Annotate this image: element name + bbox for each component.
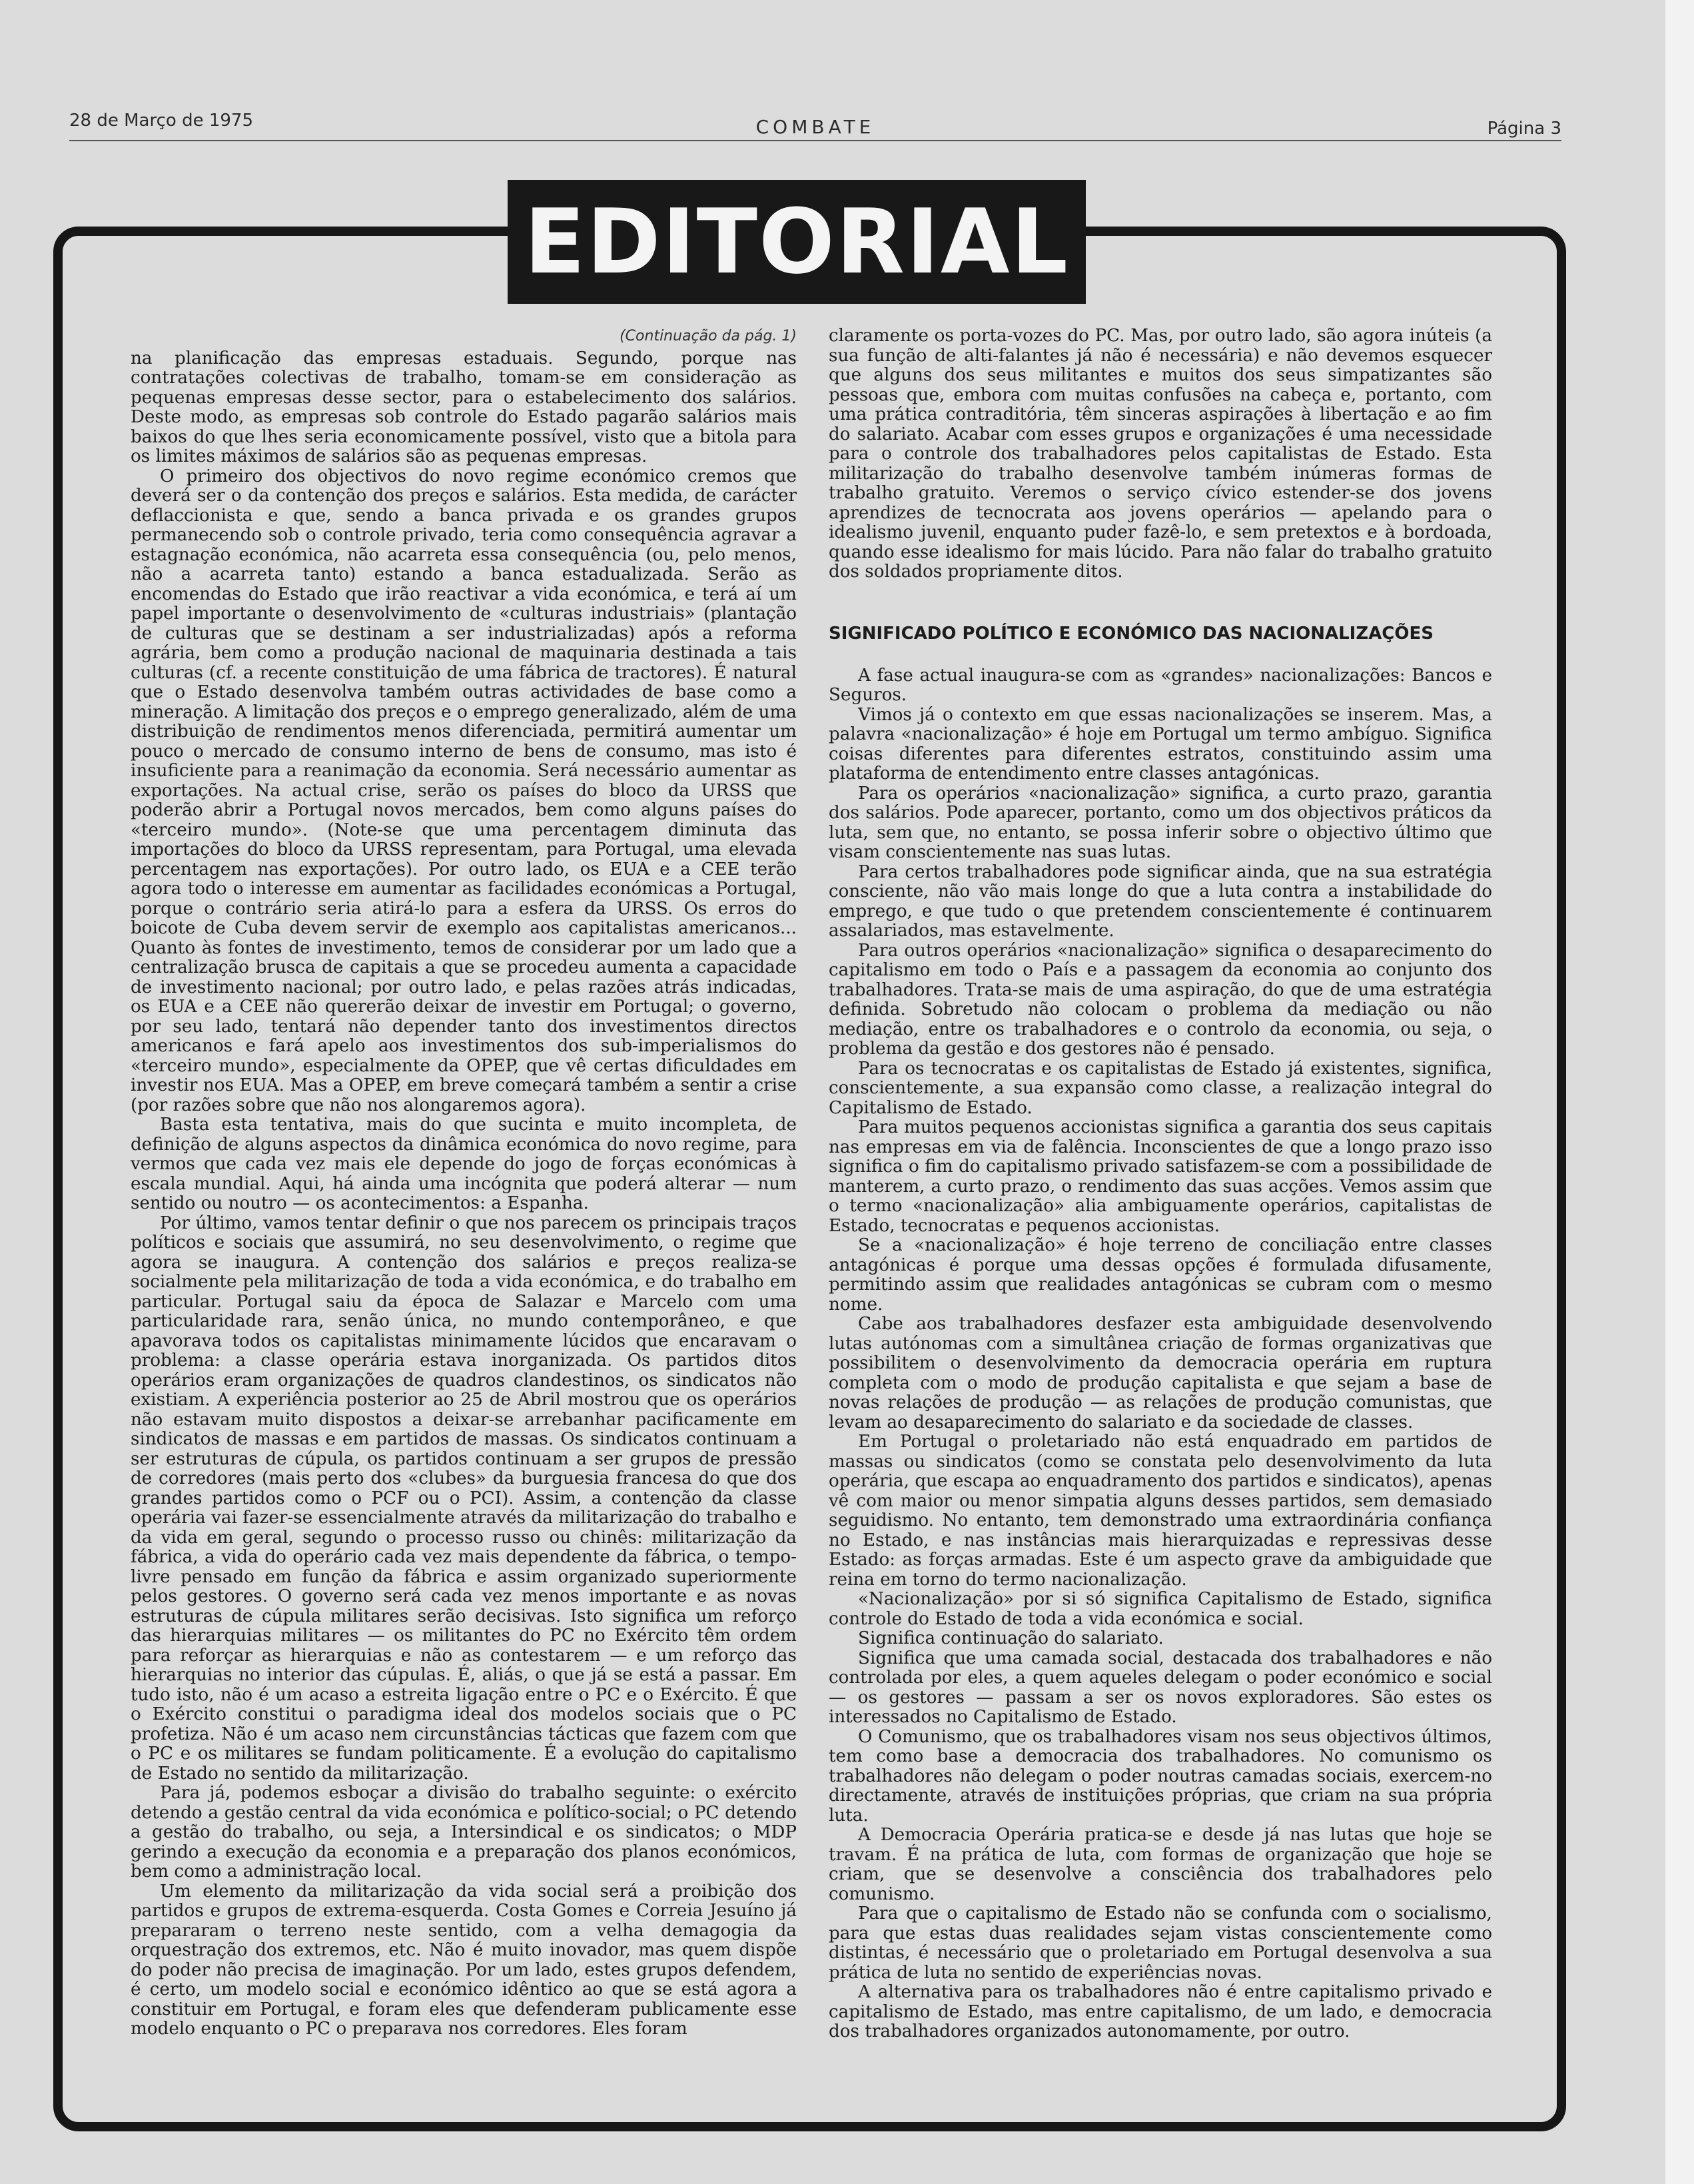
paragraph: claramente os porta-vozes do PC. Mas, por outro lado, são agora inúteis (a sua função de alti-falantes já não é necessária) e não devemos esquecer que alguns dos seus militantes e muitos dos seus simpatizantes são pessoas que, embora com muitas confusões na cabeça e, portanto, com uma prática contraditória, têm sinceras aspirações à libertação e ao fim do salariato. Acabar com esses grupos e organizações é uma necessidade para o controle dos trabalhadores pelos capitalistas de Estado. Esta militarização do trabalho desenvolve também inúmeras formas de trabalho gratuito. Veremos o serviço cívico estender-se dos jovens aprendizes de tecnocrata aos jovens operários — apelando para o idealismo juvenil, enquanto puder fazê-lo, e sem pretextos e à bordoada, quando esse idealismo for mais lúcido. Para não falar do trabalho gratuito dos soldados propriamente ditos. xyxy=(829,326,1492,582)
editorial-banner: EDITORIAL xyxy=(508,180,1086,304)
paragraph: Cabe aos trabalhadores desfazer esta ambiguidade desenvolvendo lutas autónomas com a simultânea criação de formas organizativas que possibilitem o desenvolvimento da democracia operária em ruptura completa com o modo de produção capitalista e que sejam a base de novas relações de produção — as relações de produção comunistas, que levam ao desaparecimento do salariato e da sociedade de classes. xyxy=(829,1314,1492,1432)
paragraph: Basta esta tentativa, mais do que sucinta e muito incompleta, de definição de alguns aspectos da dinâmica económica do novo regime, para vermos que cada vez mais ele depende do jogo de forças económicas à escala mundial. Aqui, há ainda uma incógnita que poderá alterar — num sentido ou noutro — os acontecimentos: a Espanha. xyxy=(131,1115,797,1213)
continuation-note: (Continuação da pág. 1) xyxy=(620,328,797,344)
paragraph: A Democracia Operária pratica-se e desde já nas lutas que hoje se travam. É na prática de luta, com formas de organização que hoje se criam, que se desenvolve a consciência dos trabalhadores pelo comunismo. xyxy=(829,1825,1492,1904)
paragraph: Significa continuação do salariato. xyxy=(858,1628,1164,1648)
paragraph: Se a «nacionalização» é hoje terreno de conciliação entre classes antagónicas é porque uma dessas opções é formulada difusamente, permitindo assim que realidades antagónicas se cubram com o mesmo nome. xyxy=(829,1235,1492,1315)
masthead xyxy=(69,107,1561,140)
paragraph: Um elemento da militarização da vida social será a proibição dos partidos e grupos de extrema-esquerda. Costa Gomes e Correia Jesuíno já prepararam o terreno neste sentido, com a velha demagogia da orquestração dos extremos, etc. Não é muito inovador, mas quem dispõe do poder não precisa de imaginação. Por um lado, estes grupos defendem, é certo, um modelo social e económico idêntico ao que se está agora a constituir em Portugal, e foram eles que defenderam publicamente esse modelo enquanto o PC o preparava nos corredores. Eles foram xyxy=(131,1881,797,2039)
paragraph: Para outros operários «nacionalização» significa o desaparecimento do capitalismo em todo o País e a passagem da economia ao conjunto dos trabalhadores. Trata-se mais de uma aspiração, do que de uma estratégia definida. Sobretudo não colocam o problema da mediação ou não mediação, entre os trabalhadores e o controlo da economia, ou seja, o problema da gestão e dos gestores não é pensado. xyxy=(829,940,1492,1059)
section-heading: SIGNIFICADO POLÍTICO E ECONÓMICO DAS NACIONALIZAÇÕES xyxy=(829,623,1434,644)
page-edge xyxy=(1665,0,1694,2184)
paragraph: Vimos já o contexto em que essas nacionalizações se inserem. Mas, a palavra «nacionalização» é hoje em Portugal um termo ambíguo. Significa coisas diferentes para diferentes estratos, constituindo assim uma plataforma de entendimento entre classes antagónicas. xyxy=(829,704,1492,784)
paragraph: Para já, podemos esboçar a divisão do trabalho seguinte: o exército detendo a gestão central da vida económica e político-social; o PC detendo a gestão do trabalho, ou seja, a Intersindical e os sindicatos; o MDP gerindo a execução da economia e a preparação dos planos económicos, bem como a administração local. xyxy=(131,1783,797,1882)
paragraph: Para os operários «nacionalização» significa, a curto prazo, garantia dos salários. Pode aparecer, portanto, como um dos objectivos práticos da luta, sem que, no entanto, se possa inferir sobre o objectivo último que visam conscientemente nas suas lutas. xyxy=(829,783,1492,862)
paragraph: Significa que uma camada social, destacada dos trabalhadores e não controlada por eles, a quem aqueles delegam o poder económico e social — os gestores — passam a ser os novos exploradores. São estes os interessados no Capitalismo de Estado. xyxy=(829,1648,1492,1727)
paragraph: O primeiro dos objectivos do novo regime económico cremos que deverá ser o da contenção dos preços e salários. Esta medida, de carácter deflaccionista e que, sendo a banca privada e os grandes grupos permanecendo sob o controle privado, teria como consequência agravar a estagnação económica, não acarreta essa consequência (ou, pelo menos, não a acarreta tanto) estando a banca estadualizada. Serão as encomendas do Estado que irão reactivar a vida económica, e terá aí um papel importante o desenvolvimento de «culturas industriais» (plantação de culturas que se destinam a ser industrializadas) após a reforma agrária, bem como a produção nacional de maquinaria destinada a tais culturas (cf. a recente constituição de uma fábrica de tractores). É natural que o Estado desenvolva também outras actividades de base como a mineração. A limitação dos preços e o emprego generalizado, além de uma distribuição de rendimentos menos diferenciada, permitirá aumentar um pouco o mercado de consumo interno de bens de consumo, mas isto é insuficiente para a reanimação da economia. Será necessário aumentar as exportações. Na actual crise, serão os países do bloco da URSS que poderão abrir a Portugal novos mercados, bem como alguns países do «terceiro mundo». (Note-se que uma percentagem diminuta das importações do bloco da URSS representam, para Portugal, uma elevada percentagem nas exportações). Por outro lado, os EUA e a CEE terão agora todo o interesse em aumentar as facilidades económicas a Portugal, porque o contrário seria atirá-lo para a esfera da URSS. Os erros do boicote de Cuba devem servir de exemplo aos capitalistas americanos... Quanto às fontes de investimento, temos de considerar por um lado que a centralização brusca de capitais a que se procedeu aumenta a capacidade de investimento nacional; por outro lado, e pelas razões atrás indicadas, os EUA e a CEE não quererão deixar de investir em Portugal; o governo, por seu lado, tentará não depender tanto dos investimentos directos americanos e fará apelo aos investimentos dos sub-imperialismos do «terceiro mundo», especialmente da OPEP, que vê certas dificuldades em investir nos EUA. Mas a OPEP, em breve começará também a sentir a crise (por razões sobre que não nos alongaremos agora). xyxy=(131,466,797,1115)
masthead-rule xyxy=(69,140,1561,141)
issue-date: 28 de Março de 1975 xyxy=(69,111,253,131)
paragraph: Para os tecnocratas e os capitalistas de Estado já existentes, significa, conscientemente, a sua expansão como classe, a realização integral do Capitalismo de Estado. xyxy=(829,1058,1492,1118)
paragraph: Para muitos pequenos accionistas significa a garantia dos seus capitais nas empresas em via de falência. Inconscientes de que a longo prazo isso significa o fim do capitalismo privado satisfazem-se com a possibilidade de manterem, a curto prazo, o rendimento das suas acções. Vemos assim que o termo «nacionalização» alia ambiguamente operários, capitalistas de Estado, tecnocratas e pequenos accionistas. xyxy=(829,1117,1492,1236)
paragraph: A alternativa para os trabalhadores não é entre capitalismo privado e capitalismo de Estado, mas entre capitalismo, de um lado, e democracia dos trabalhadores organizados autonomamente, por outro. xyxy=(829,1982,1492,2041)
paragraph: Em Portugal o proletariado não está enquadrado em partidos de massas ou sindicatos (como se constata pelo desenvolvimento da luta operária, que escapa ao enquadramento dos partidos e sindicatos), apenas vê com maior ou menor simpatia alguns desses partidos, sem demasiado seguidismo. No entanto, tem demonstrado uma extraordinária confiança no Estado, e nas instâncias mais hierarquizadas e repressivas desse Estado: as forças armadas. Este é um aspecto grave da ambiguidade que reina em torno do termo nacionalização. xyxy=(829,1432,1492,1590)
paragraph: na planificação das empresas estaduais. Segundo, porque nas contratações colectivas de trabalho, tomam-se em consideração as pequenas empresas desse sector, para o estabelecimento dos salários. Deste modo, as empresas sob controle do Estado pagarão salários mais baixos do que lhes seria economicamente possível, visto que a bitola para os limites máximos de salários são as pequenas empresas. xyxy=(131,348,797,466)
left-column xyxy=(131,326,797,2039)
paragraph: A fase actual inaugura-se com as «grandes» nacionalizações: Bancos e Seguros. xyxy=(829,665,1492,705)
right-column xyxy=(829,326,1492,2042)
paragraph: Para certos trabalhadores pode significar ainda, que na sua estratégia consciente, não vão mais longe do que a luta contra a instabilidade do emprego, e que tudo o que pretendem conscientemente é continuarem assalariados, mas estavelmente. xyxy=(829,861,1492,941)
newspaper-title: COMBATE xyxy=(755,116,875,138)
paragraph: «Nacionalização» por si só significa Capitalismo de Estado, significa controle do Estado de toda a vida económica e social. xyxy=(829,1589,1492,1629)
paragraph: O Comunismo, que os trabalhadores visam nos seus objectivos últimos, tem como base a democracia dos trabalhadores. No comunismo os trabalhadores não delegam o poder noutras camadas sociais, exercem-no directamente, através de instituições próprias, que criam na sua própria luta. xyxy=(829,1726,1492,1826)
page-number: Página 3 xyxy=(1487,119,1561,139)
paragraph: Por último, vamos tentar definir o que nos parecem os principais traços políticos e sociais que assumirá, no seu desenvolvimento, o regime que agora se inaugura. A contenção dos salários e preços realiza-se socialmente pela militarização de toda a vida económica, e do trabalho em particular. Portugal saiu da época de Salazar e Marcelo com uma particularidade rara, senão única, no mundo contemporâneo, e que apavorava todos os capitalistas minimamente lúcidos que encaravam o problema: a classe operária estava inorganizada. Os partidos ditos operários eram organizações de quadros clandestinos, os sindicatos não existiam. A experiência posterior ao 25 de Abril mostrou que os operários não estavam muito dispostos a deixar-se arrebanhar pacificamente em sindicatos de massas e em partidos de massas. Os sindicatos continuam a ser estruturas de cúpula, os partidos continuam a ser grupos de pressão de corredores (mais perto dos «clubes» da burguesia francesa do que dos grandes partidos como o PCF ou o PCI). Assim, a contenção da classe operária vai fazer-se essencialmente através da militarização do trabalho e da vida em geral, segundo o processo russo ou chinês: militarização da fábrica, a vida do operário cada vez mais dependente da fábrica, o tempo-livre pensado em função da fábrica e assim organizado superiormente pelos gestores. O governo será cada vez menos importante e as novas estruturas de cúpula militares serão decisivas. Isto significa um reforço das hierarquias militares — os militantes do PC no Exército têm ordem para reforçar as hierarquias e não as contestarem — e um reforço das hierarquias no interior das cúpulas. É, aliás, o que já se está a passar. Em tudo isto, não é um acaso a estreita ligação entre o PC e o Exército. É que o Exército constitui o paradigma ideal dos modelos sociais que o PC profetiza. Não é um acaso nem circunstâncias tácticas que fazem com que o PC e os militares se fundam politicamente. É a evolução do capitalismo de Estado no sentido da militarização. xyxy=(131,1213,797,1784)
paragraph: Para que o capitalismo de Estado não se confunda com o socialismo, para que estas duas realidades sejam vistas conscientemente como distintas, é necessário que o proletariado em Portugal desenvolva a sua prática de luta no sentido de experiências novas. xyxy=(829,1904,1492,1983)
